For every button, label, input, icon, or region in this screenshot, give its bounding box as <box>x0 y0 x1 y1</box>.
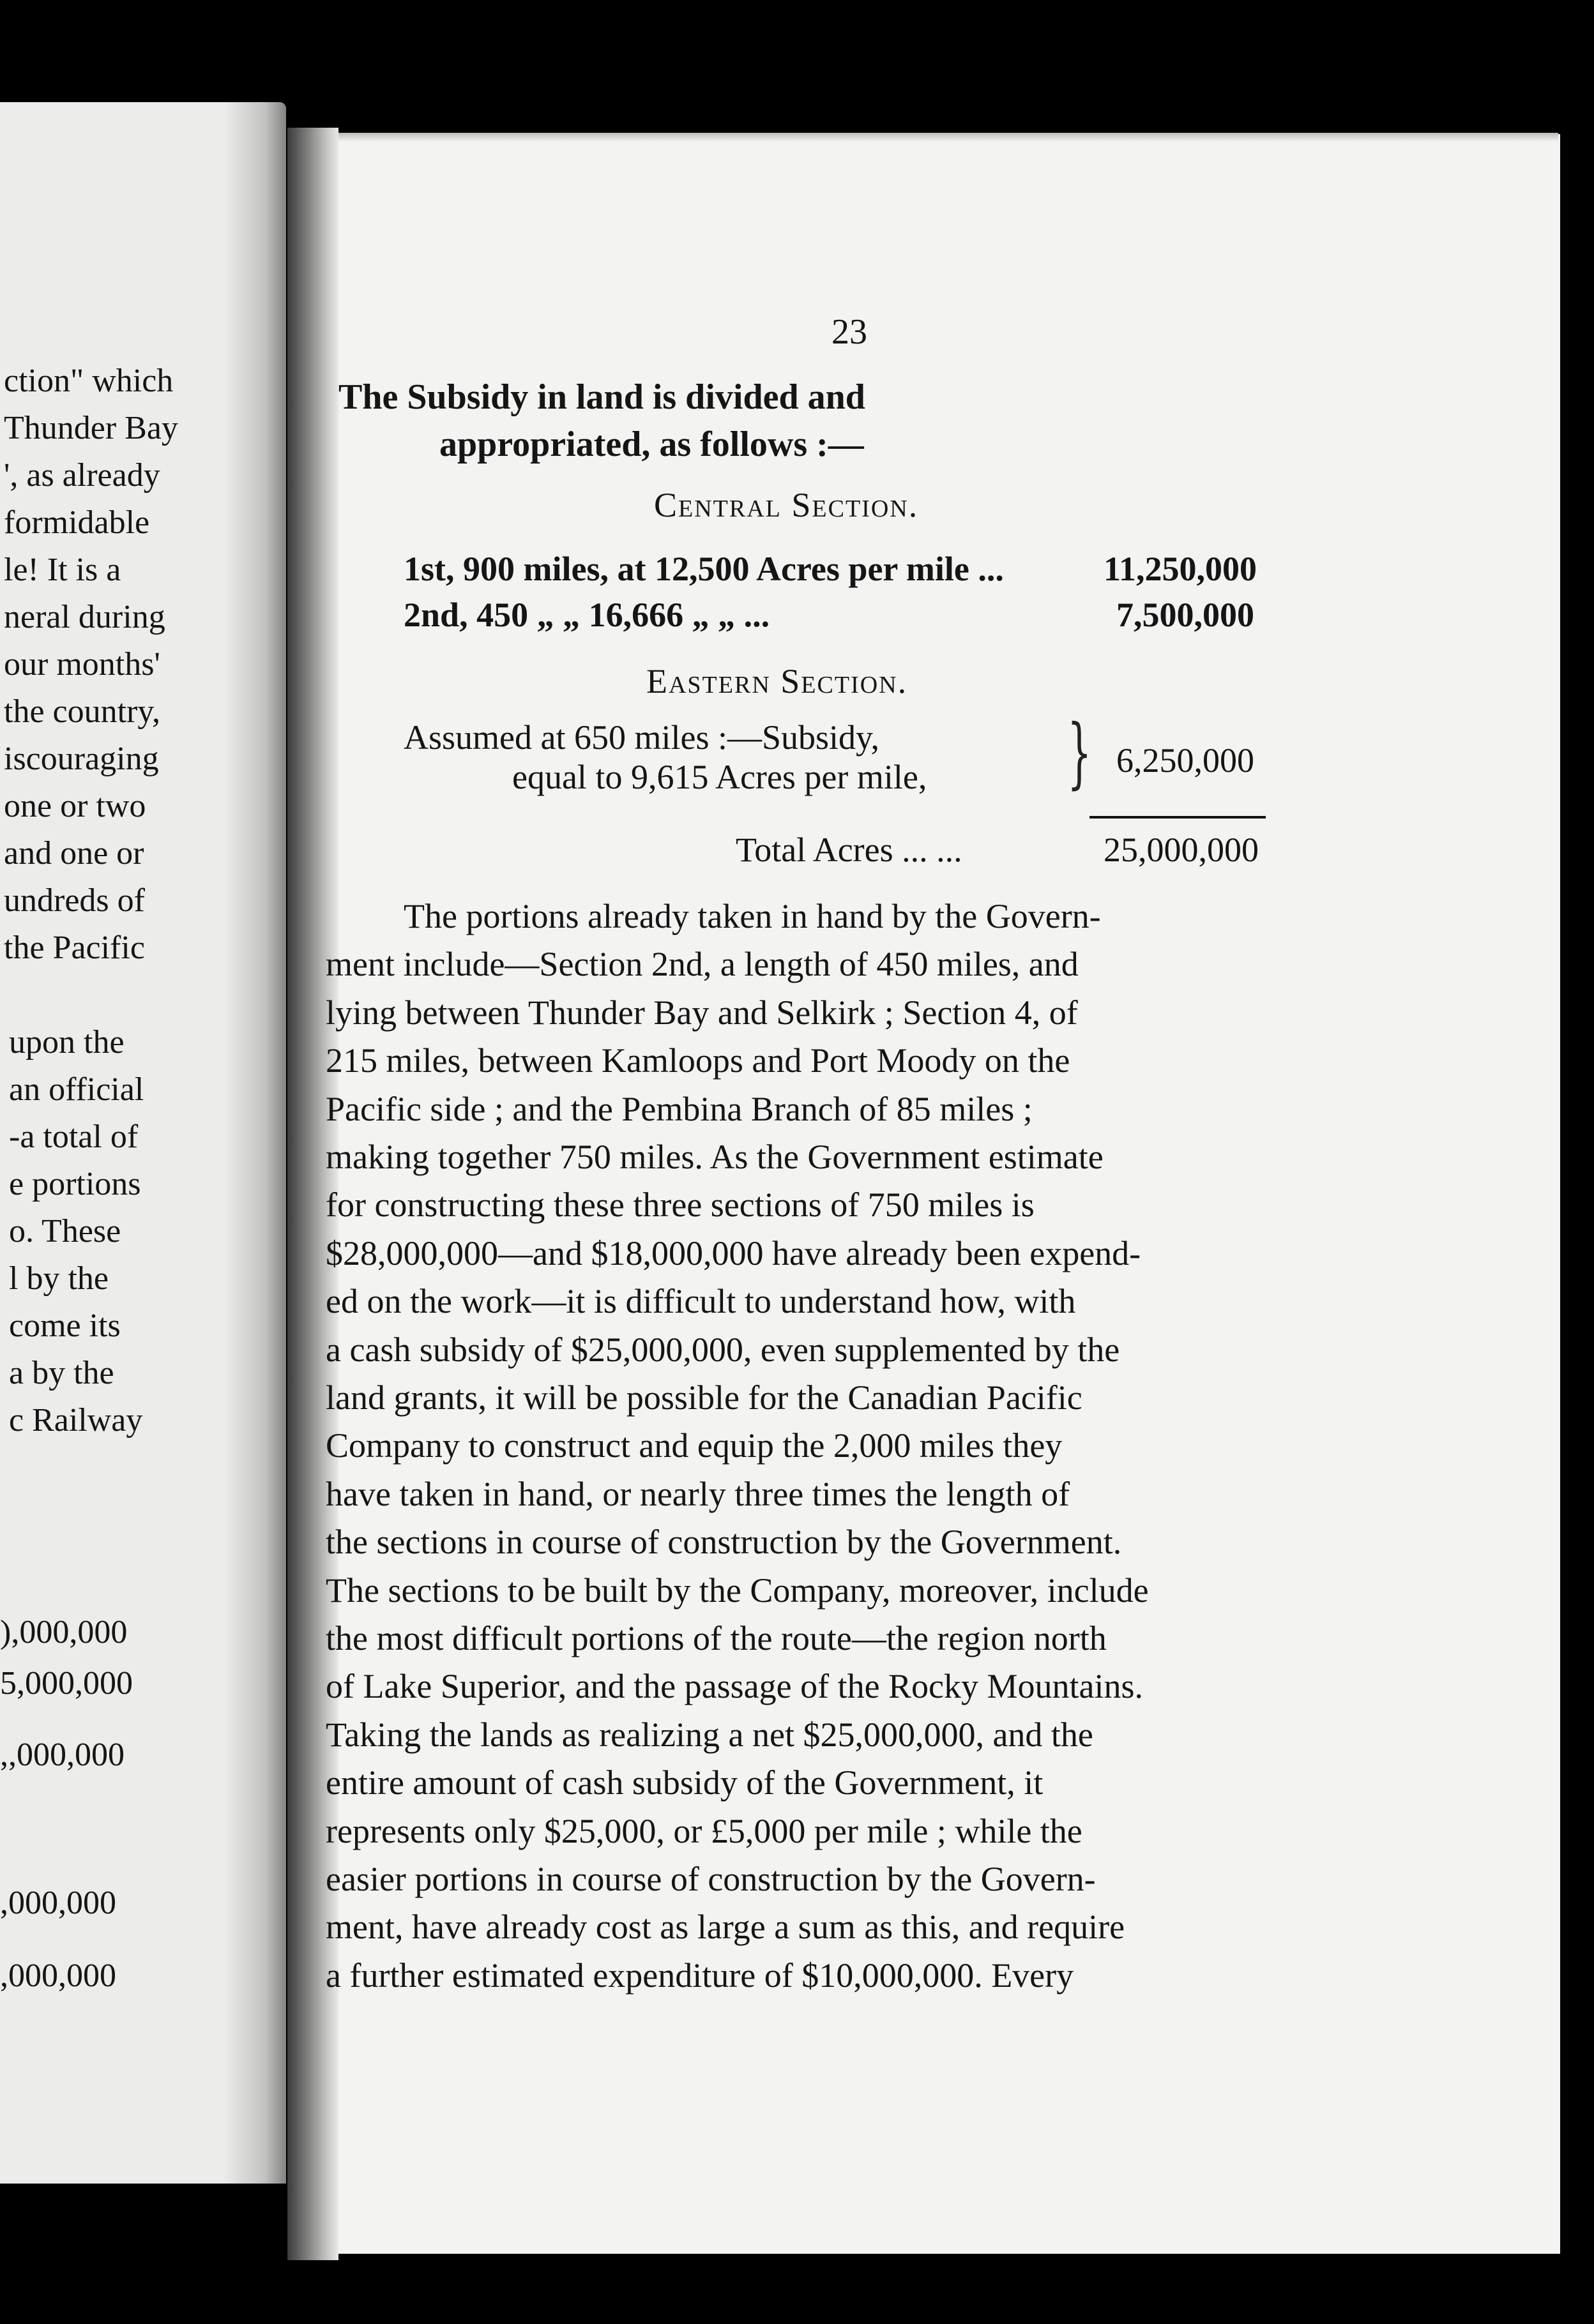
paragraph-line: for constructing these three sections of 750 miles is <box>326 1186 1035 1225</box>
left-page-line: iscouraging <box>4 741 159 777</box>
paragraph-line: the sections in course of construction by the Government. <box>326 1523 1122 1562</box>
total-label: Total Acres ... ... <box>736 831 962 869</box>
eastern-value: 6,250,000 <box>1116 741 1254 780</box>
central-row-1-label: 1st, 900 miles, at 12,500 Acres per mile ... <box>404 550 1004 588</box>
total-value: 25,000,000 <box>1104 831 1259 869</box>
central-row-2-label: 2nd, 450 „ „ 16,666 „ „ ... <box>404 596 770 634</box>
left-page-line: a by the <box>9 1355 114 1391</box>
paragraph-line: the most difficult portions of the route—the region north <box>326 1619 1107 1657</box>
paragraph-line: $28,000,000—and $18,000,000 have already been expend- <box>326 1234 1141 1272</box>
paragraph-line: represents only $25,000, or £5,000 per mile ; while the <box>326 1811 1082 1850</box>
left-page-line: the Pacific <box>4 930 145 966</box>
eastern-section-heading: Eastern Section. <box>646 662 908 700</box>
left-page-line: Thunder Bay <box>4 410 178 446</box>
left-page-figure: ,000,000 <box>0 1958 116 1994</box>
paragraph-line: ment include—Section 2nd, a length of 450 miles, and <box>326 945 1079 984</box>
left-page-line: ', as already <box>4 457 160 494</box>
left-page-figure: ,000,000 <box>0 1885 116 1921</box>
left-page-line: and one or <box>4 835 144 871</box>
left-page-line: undreds of <box>4 882 145 919</box>
left-page-gutter-shadow <box>224 102 294 2184</box>
left-page-line: neral during <box>4 599 165 635</box>
paragraph-line: The sections to be built by the Company, moreover, include <box>326 1571 1149 1610</box>
left-page-figure: ),000,000 <box>0 1614 128 1650</box>
left-page-line: an official <box>9 1071 144 1108</box>
left-page-line: c Railway <box>9 1402 143 1438</box>
eastern-line-1: Assumed at 650 miles :—Subsidy, <box>404 718 880 757</box>
left-page-line: the country, <box>4 693 160 730</box>
paragraph-line: entire amount of cash subsidy of the Government, it <box>326 1763 1044 1802</box>
left-page-line: -a total of <box>9 1119 139 1155</box>
paragraph-line: Company to construct and equip the 2,000 miles they <box>326 1426 1063 1465</box>
left-page-line: o. These <box>9 1213 121 1249</box>
left-page-line: e portions <box>9 1166 141 1202</box>
paragraph-line: 215 miles, between Kamloops and Port Moody on the <box>326 1041 1070 1080</box>
paragraph-line: a cash subsidy of $25,000,000, even supplemented by the <box>326 1330 1120 1369</box>
total-rule <box>1089 816 1266 819</box>
paragraph-line: Pacific side ; and the Pembina Branch of 85 miles ; <box>326 1089 1033 1128</box>
left-page-line: our months' <box>4 646 160 683</box>
paragraph-line: Taking the lands as realizing a net $25,000,000, and the <box>326 1715 1093 1754</box>
brace-icon: } <box>1067 709 1092 797</box>
paragraph-line: lying between Thunder Bay and Selkirk ; Section 4, of <box>326 993 1078 1032</box>
paragraph-line: The portions already taken in hand by the Govern- <box>404 897 1101 935</box>
paragraph-line: making together 750 miles. As the Government estimate <box>326 1138 1104 1176</box>
central-row-1-value: 11,250,000 <box>1104 550 1257 588</box>
left-page-figure: 5,000,000 <box>0 1665 133 1701</box>
paragraph-line: of Lake Superior, and the passage of the Rocky Mountains. <box>326 1667 1144 1706</box>
left-page-line: come its <box>9 1308 121 1344</box>
paragraph-line: have taken in hand, or nearly three times the length of <box>326 1474 1070 1513</box>
left-page-line: l by the <box>9 1260 109 1297</box>
central-row-2-value: 7,500,000 <box>1116 596 1254 634</box>
left-page-line: one or two <box>4 788 146 824</box>
eastern-line-2: equal to 9,615 Acres per mile, <box>512 758 927 796</box>
central-section-heading: Central Section. <box>654 486 919 524</box>
paragraph-line: ed on the work—it is difficult to understand how, with <box>326 1282 1076 1321</box>
left-page-line: ction" which <box>4 363 174 399</box>
paragraph-line: easier portions in course of construction by the Govern- <box>326 1860 1096 1898</box>
intro-line-2: appropriated, as follows :— <box>439 425 864 464</box>
left-page-line: formidable <box>4 504 150 541</box>
paragraph-line: land grants, it will be possible for the Canadian Pacific <box>326 1378 1082 1417</box>
left-page-figure: ,,000,000 <box>0 1737 125 1773</box>
left-page-line: upon the <box>9 1024 125 1060</box>
paragraph-line: ment, have already cost as large a sum as this, and require <box>326 1908 1125 1947</box>
left-page-line: le! It is a <box>4 552 121 588</box>
paragraph-line: a further estimated expenditure of $10,000,000. Every <box>326 1956 1074 1995</box>
intro-line-1: The Subsidy in land is divided and <box>338 377 865 417</box>
page-number: 23 <box>831 312 867 352</box>
page-top-edge <box>338 133 1558 142</box>
